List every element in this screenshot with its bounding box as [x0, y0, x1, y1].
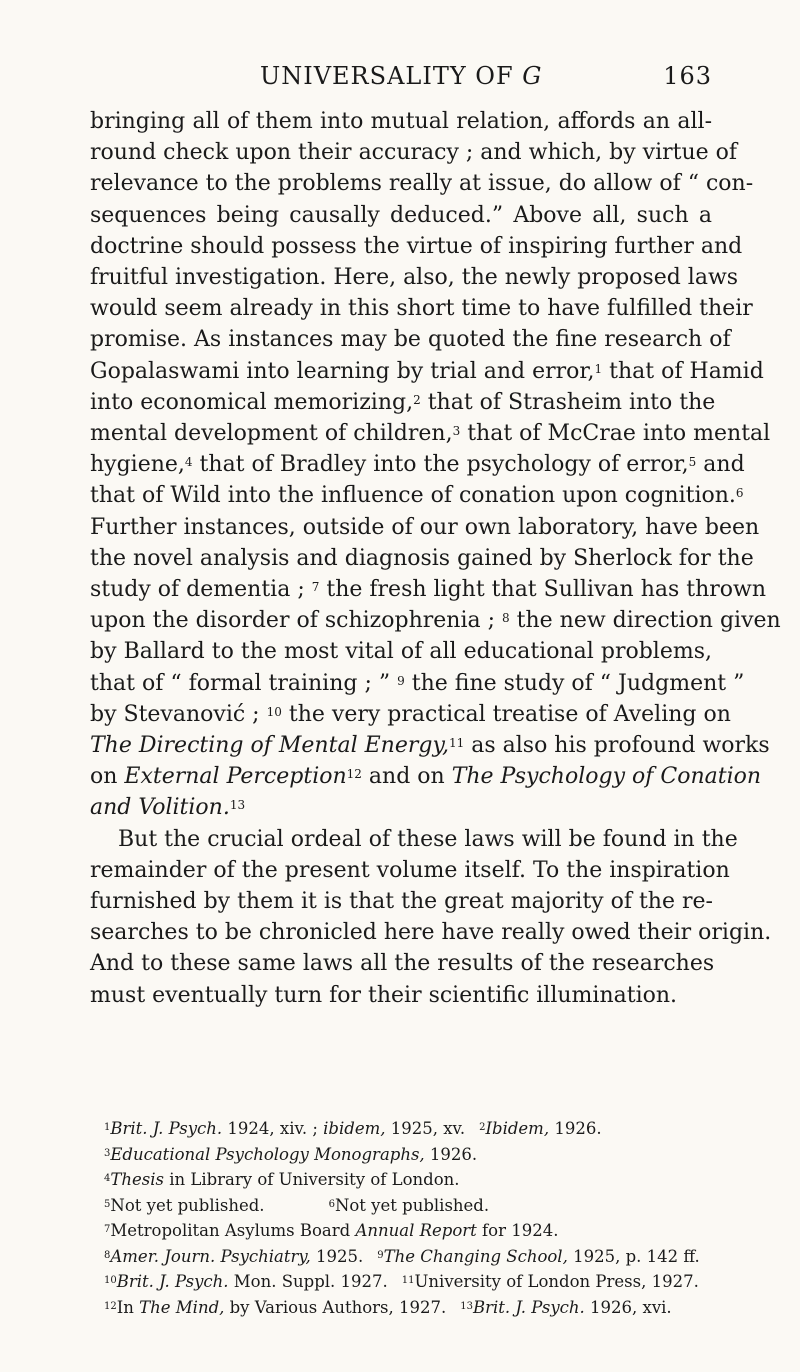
footnote-ref: 5	[688, 455, 697, 470]
text-line: searches to be chronicled here have really owed their origin.	[90, 920, 772, 946]
footnote-line: $^{10}$Brit. J. Psych. Mon. Suppl. 1927. $^{11}$University of London Press, 1927.	[104, 1272, 699, 1291]
text-line: upon the disorder of schizophrenia ; $^8$ the new direction given	[90, 608, 781, 634]
footnote-line: $^{12}$In The Mind, by Various Authors, 1927. $^{13}$Brit. J. Psych. 1926, xvi.	[104, 1297, 672, 1317]
page-number: 163	[663, 62, 712, 90]
footnote-line: $^8$Amer. Journ. Psychiatry, 1925. $^9$The Changing School, 1925, p. 142 ff.	[104, 1246, 700, 1266]
footnote-ref: 4	[184, 455, 193, 470]
body-text	[90, 106, 781, 1011]
text-line: sequences being causally deduced.” Above all, such a	[90, 202, 712, 228]
text-line: by Stevanović ; $^{10}$ the very practical treatise of Aveling on	[90, 701, 731, 727]
text-line: furnished by them it is that the great majority of the re-	[90, 889, 713, 915]
text-line: must eventually turn for their scientific illumination.	[90, 982, 678, 1008]
text-line: on External Perception$^{12}$ and on The Psychology of Conation	[90, 764, 762, 790]
footnote-ref: 9	[397, 673, 405, 688]
text-line: and Volition.$^{13}$	[90, 795, 246, 821]
footnote-ref: 7	[311, 580, 320, 595]
running-header	[90, 62, 712, 102]
text-line: that of Wild into the influence of conation upon cognition.$^6$	[90, 483, 744, 509]
footnote-line: $^4$Thesis in Library of University of London.	[104, 1170, 460, 1189]
text-line: And to these same laws all the results of the researches	[90, 951, 715, 977]
text-line: fruitful investigation. Here, also, the newly proposed laws	[90, 265, 739, 291]
text-line: Gopalaswami into learning by trial and error,$^1$ that of Hamid	[90, 358, 764, 384]
footnote-line: $^3$Educational Psychology Monographs, 1926.	[104, 1144, 478, 1164]
text-line: study of dementia ; $^7$ the fresh light that Sullivan has thrown	[90, 577, 767, 603]
text-line: The Directing of Mental Energy,$^{11}$ as also his profound works	[90, 733, 770, 759]
running-title: UNIVERSALITY OF G	[260, 62, 543, 90]
text-line: bringing all of them into mutual relation, affords an all-	[90, 109, 712, 134]
text-line: into economical memorizing,$^2$ that of Strasheim into the	[90, 389, 716, 415]
footnote-ref: 8	[502, 611, 510, 626]
text-line: doctrine should possess the virtue of inspiring further and	[90, 233, 743, 259]
footnote-ref: 11	[448, 736, 465, 751]
text-line: that of “ formal training ; ” $^9$ the fine study of “ Judgment ”	[90, 670, 745, 696]
footnotes	[104, 1116, 716, 1320]
footnote-line: $^5$Not yet published. $^6$Not yet published.	[104, 1195, 490, 1215]
footnote-line: $^1$Brit. J. Psych. 1924, xiv. ; ibidem, 1925, xv. $^2$Ibidem, 1926.	[104, 1119, 602, 1138]
footnote-ref: 2	[413, 392, 421, 407]
footnote-ref: 3	[452, 424, 461, 439]
text-line: the novel analysis and diagnosis gained by Sherlock for the	[90, 545, 754, 571]
footnote-ref: 13	[229, 798, 246, 813]
text-line: round check upon their accuracy ; and which, by virtue of	[90, 140, 738, 166]
text-line: would seem already in this short time to have fulfilled their	[90, 296, 753, 322]
footnote-line: $^7$Metropolitan Asylums Board Annual Report for 1924.	[104, 1221, 559, 1240]
text-line: by Ballard to the most vital of all educational problems,	[90, 639, 712, 665]
text-line: relevance to the problems really at issue, do allow of “ con-	[90, 171, 754, 197]
text-line: But the crucial ordeal of these laws will be found in the	[118, 826, 738, 852]
footnote-ref: 10	[266, 704, 282, 719]
footnote-ref: 12	[346, 767, 362, 782]
footnote-ref: 6	[735, 486, 744, 501]
text-line: mental development of children,$^3$ that of McCrae into mental	[90, 421, 771, 447]
text-line: promise. As instances may be quoted the fine research of	[90, 327, 731, 353]
text-line: hygiene,$^4$ that of Bradley into the psychology of error,$^5$ and	[90, 452, 745, 478]
text-line: Further instances, outside of our own laboratory, have been	[90, 514, 760, 540]
footnote-ref: 1	[594, 361, 603, 376]
text-line: remainder of the present volume itself. To the inspiration	[90, 857, 730, 883]
